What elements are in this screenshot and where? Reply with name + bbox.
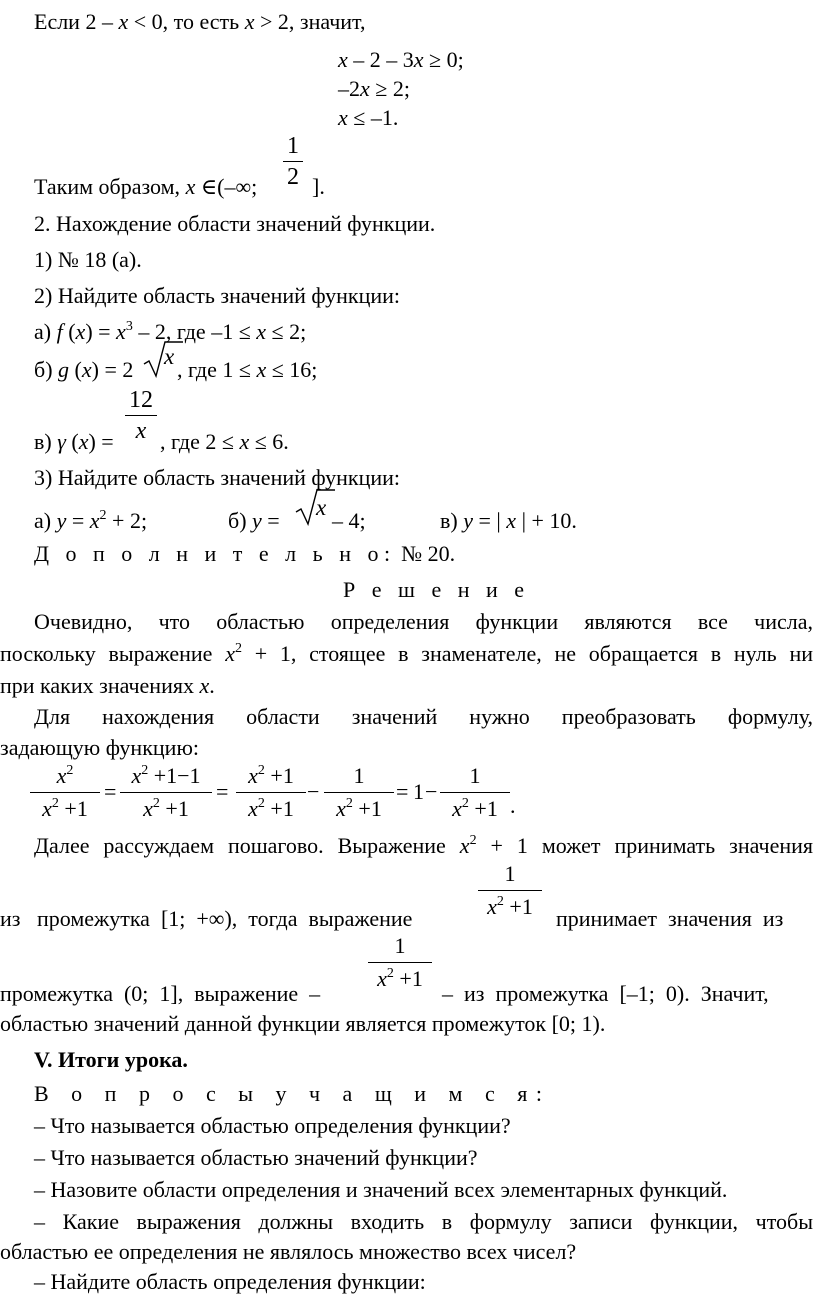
conclusion-fraction: $\frac{1}{2}$ xyxy=(283,131,303,192)
eq-frac-5: $\frac{1}{x^2 +1}$ xyxy=(440,762,510,822)
system-line-2: –2x ≥ 2; xyxy=(338,76,410,101)
task-c-fraction: $\frac{12}{x}$ xyxy=(125,385,157,446)
task3-a: а) $y = x^2 + 2$; xyxy=(34,508,148,533)
task3-b-prefix: б) y = xyxy=(228,508,280,533)
task-a: а) f $(x) = x^3 - 2$, где –1 ≤ x ≤ 2; xyxy=(34,319,307,344)
task-b-suffix: , где 1 ≤ x ≤ 16; xyxy=(177,357,318,382)
eq-frac-3: $\frac{x^2 +1}{x^2 +1}$ xyxy=(236,762,306,822)
system-line-1: x – 2 – 3x ≥ 0; xyxy=(338,47,464,72)
item-1: 1) № 18 (а). xyxy=(34,247,142,272)
section-2-title: 2. Нахождение области значений функции. xyxy=(34,211,436,236)
section-5-title: V. Итоги урока. xyxy=(34,1047,188,1072)
extra-line: Д о п о л н и т е л ь н о: № 20. xyxy=(34,541,456,566)
question-4-cont: областью ее определения не являлось множество всех чисел? xyxy=(0,1239,577,1264)
condition-line: Если 2 – x < 0, то есть x > 2, значит, xyxy=(34,9,366,34)
questions-title: В о п р о с ы у ч а щ и м с я: xyxy=(34,1081,551,1106)
task3-c: в) y = | x | + 10. xyxy=(440,508,577,533)
para3-fraction-2: $\frac{1}{x^2 +1}$ xyxy=(368,932,432,992)
para3-line4: областью значений данной функции является промежуток [0; 1). xyxy=(0,1011,606,1036)
sqrt-sign-icon xyxy=(295,488,335,526)
item-3: 3) Найдите область значений функции: xyxy=(34,465,400,490)
conclusion-close: ]. xyxy=(312,174,325,199)
eq-frac-1: $\frac{x^2}{x^2 +1}$ xyxy=(30,762,100,822)
eq-minus-1: − xyxy=(307,779,320,804)
eq-equals-3: = xyxy=(396,779,409,804)
conclusion-line: Таким образом, x ∈(–∞; xyxy=(34,174,258,199)
para3-line2-post: принимает значения из xyxy=(556,906,784,931)
question-2: – Что называется областью значений функции? xyxy=(34,1145,478,1170)
task-c-suffix: , где 2 ≤ x ≤ 6. xyxy=(160,429,289,454)
question-5: – Найдите область определения функции: xyxy=(34,1269,426,1294)
eq-one: 1 xyxy=(413,779,424,804)
eq-period: . xyxy=(510,793,516,818)
task3-b-root: x xyxy=(316,495,327,520)
eq-minus-2: − xyxy=(425,779,438,804)
task-b-root: x xyxy=(164,344,175,369)
para3-line2-pre: из промежутка [1; +∞), тогда выражение xyxy=(0,906,413,931)
para3-line1: Далее рассуждаем пошагово. Выражение $x^2 + 1$ может принимать значения xyxy=(34,833,814,858)
system-line-3: x ≤ –1. xyxy=(338,105,399,130)
task3-b-suffix: – 4; xyxy=(332,508,366,533)
question-1: – Что называется областью определения функции? xyxy=(34,1113,511,1138)
para2-line2: задающую функцию: xyxy=(0,735,199,760)
solution-title: Р е ш е н и е xyxy=(343,577,530,602)
para3-line3-post: – из промежутка [–1; 0). Значит, xyxy=(442,981,769,1006)
eq-equals-2: = xyxy=(216,779,229,804)
para1-line2: поскольку выражение $x^2 + 1$, стоящее в знаменателе, не обращается в нуль ни xyxy=(0,641,813,666)
eq-equals-1: = xyxy=(104,779,117,804)
question-3: – Назовите области определения и значений всех элементарных функций. xyxy=(34,1177,728,1202)
task-b-prefix: б) g (x) = 2 xyxy=(34,357,134,382)
question-4: – Какие выражения должны входить в формулу записи функции, чтобы xyxy=(34,1209,813,1234)
para3-fraction-1: $\frac{1}{x^2 +1}$ xyxy=(478,860,542,920)
eq-frac-2: $\frac{x^2 +1-1}{x^2 +1}$ xyxy=(120,762,212,822)
para3-line3-pre: промежутка (0; 1], выражение – xyxy=(0,981,321,1006)
para1-line3: при каких значениях x. xyxy=(0,673,215,698)
task-c-prefix: в) γ (x) = xyxy=(34,429,114,454)
para2-line1: Для нахождения области значений нужно преобразовать формулу, xyxy=(34,704,813,729)
para1-line1: Очевидно, что областью определения функции являются все числа, xyxy=(34,609,813,634)
item-2: 2) Найдите область значений функции: xyxy=(34,283,400,308)
eq-frac-4: $\frac{1}{x^2 +1}$ xyxy=(324,762,394,822)
